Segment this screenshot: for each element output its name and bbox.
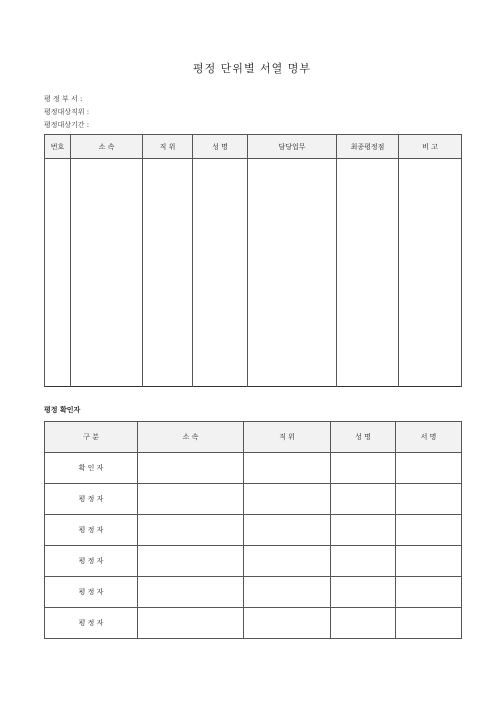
cell-name[interactable] [331, 484, 396, 515]
cell-name[interactable] [331, 577, 396, 608]
ranking-list-table [44, 134, 462, 387]
cell-name[interactable] [331, 515, 396, 546]
page-title: 평정 단위별 서열 명부 [192, 62, 312, 75]
header-final-score: 최종평정점 [337, 135, 399, 159]
confirmer-table [44, 421, 462, 639]
table-row [45, 484, 462, 515]
header-signature: 서 명 [396, 422, 462, 453]
cell-affiliation[interactable] [71, 159, 143, 387]
row-label-rater: 평 정 자 [45, 546, 138, 577]
header-name: 성 명 [331, 422, 396, 453]
row-label-rater: 평 정 자 [45, 515, 138, 546]
cell-signature[interactable] [396, 546, 462, 577]
cell-name[interactable] [331, 453, 396, 484]
table-row [45, 608, 462, 639]
table-row [45, 546, 462, 577]
header-name: 성 명 [193, 135, 248, 159]
table-header-row [45, 422, 462, 453]
header-category: 구 분 [45, 422, 138, 453]
row-label-rater: 평 정 자 [45, 484, 138, 515]
table-row [45, 453, 462, 484]
cell-signature[interactable] [396, 608, 462, 639]
cell-name[interactable] [193, 159, 248, 387]
cell-position[interactable] [244, 577, 331, 608]
cell-affiliation[interactable] [138, 546, 244, 577]
cell-remarks[interactable] [399, 159, 462, 387]
header-position: 직 위 [143, 135, 193, 159]
cell-position[interactable] [244, 515, 331, 546]
cell-affiliation[interactable] [138, 515, 244, 546]
header-remarks: 비 고 [399, 135, 462, 159]
cell-position[interactable] [244, 484, 331, 515]
cell-signature[interactable] [396, 515, 462, 546]
confirm-section-label: 평정 확인자 [44, 406, 81, 414]
header-affiliation: 소 속 [138, 422, 244, 453]
row-label-rater: 평 정 자 [45, 577, 138, 608]
cell-name[interactable] [331, 608, 396, 639]
cell-final-score[interactable] [337, 159, 399, 387]
header-position: 직 위 [244, 422, 331, 453]
table-header-row [45, 135, 462, 159]
cell-position[interactable] [244, 546, 331, 577]
cell-affiliation[interactable] [138, 577, 244, 608]
cell-position[interactable] [143, 159, 193, 387]
header-affiliation: 소 속 [71, 135, 143, 159]
cell-name[interactable] [331, 546, 396, 577]
cell-duty[interactable] [248, 159, 337, 387]
meta-department: 평 정 부 서 : [44, 95, 83, 103]
cell-signature[interactable] [396, 484, 462, 515]
cell-signature[interactable] [396, 577, 462, 608]
table-row [45, 577, 462, 608]
cell-affiliation[interactable] [138, 453, 244, 484]
row-label-confirmer: 확 인 자 [45, 453, 138, 484]
cell-position[interactable] [244, 453, 331, 484]
cell-affiliation[interactable] [138, 484, 244, 515]
cell-position[interactable] [244, 608, 331, 639]
header-duty: 담당업무 [248, 135, 337, 159]
table-row [45, 159, 462, 387]
meta-period: 평정대상기간 : [44, 121, 90, 129]
meta-position: 평정대상직위 : [44, 108, 90, 116]
cell-signature[interactable] [396, 453, 462, 484]
table-row [45, 515, 462, 546]
row-label-rater: 평 정 자 [45, 608, 138, 639]
cell-affiliation[interactable] [138, 608, 244, 639]
header-number: 번호 [45, 135, 71, 159]
cell-number[interactable] [45, 159, 71, 387]
